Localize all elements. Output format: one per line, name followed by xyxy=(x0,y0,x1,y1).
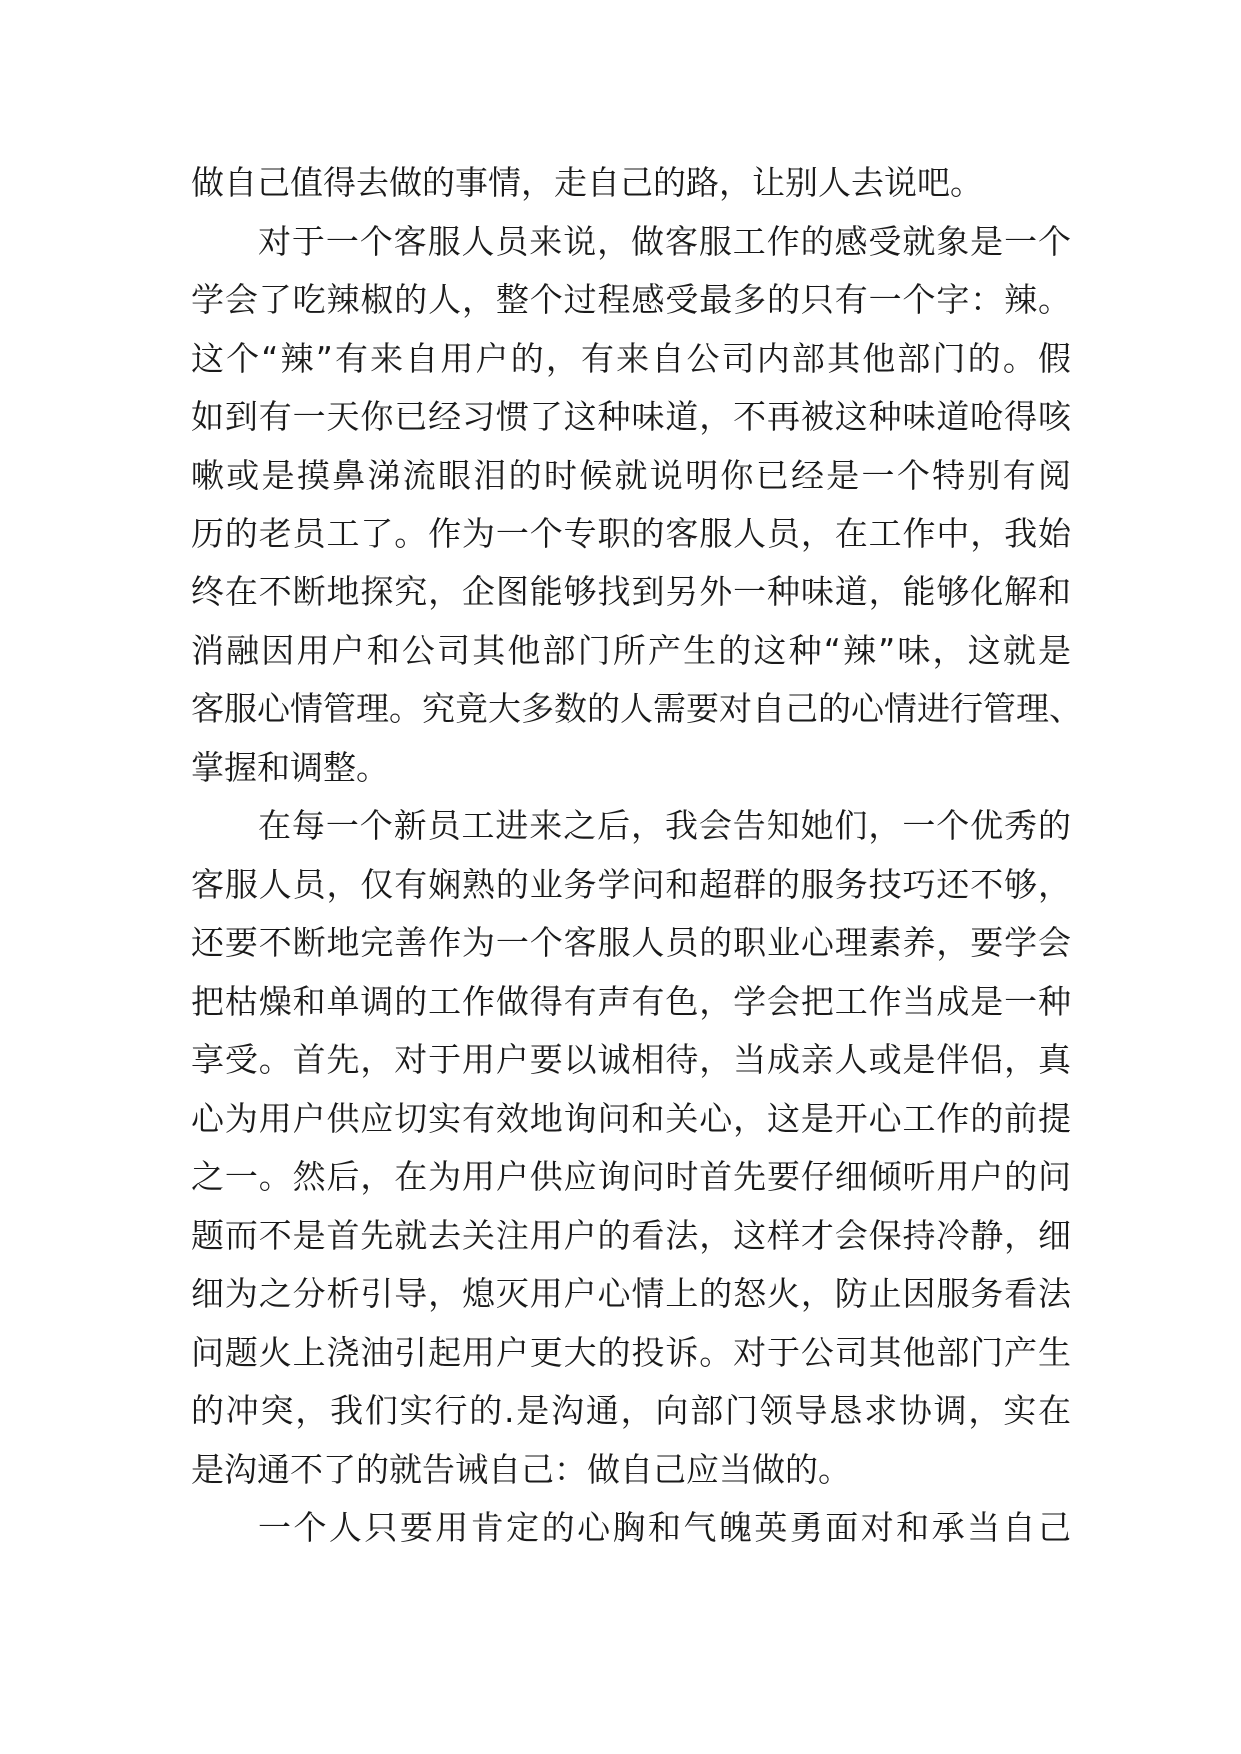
text-line: 把枯燥和单调的工作做得有声有色，学会把工作当成是一种 xyxy=(191,982,1071,1021)
text-line: 学会了吃辣椒的人，整个过程感受最多的只有一个字：辣。 xyxy=(191,280,1071,319)
text-line: 消融因用户和公司其他部门所产生的这种“辣”味，这就是 xyxy=(191,631,1071,670)
text-line: 心为用户供应切实有效地询问和关心，这是开心工作的前提 xyxy=(191,1099,1071,1138)
text-line: 在每一个新员工进来之后，我会告知她们，一个优秀的 xyxy=(258,806,1071,845)
text-line: 如到有一天你已经习惯了这种味道，不再被这种味道呛得咳 xyxy=(191,397,1071,436)
text-line: 的冲突，我们实行的.是沟通，向部门领导恳求协调，实在 xyxy=(191,1391,1071,1430)
text-line: 问题火上浇油引起用户更大的投诉。对于公司其他部门产生 xyxy=(191,1333,1071,1372)
text-line: 客服心情管理。究竟大多数的人需要对自己的心情进行管理、 xyxy=(191,689,1082,728)
text-line: 历的老员工了。作为一个专职的客服人员，在工作中，我始 xyxy=(191,514,1071,553)
text-line: 是沟通不了的就告诫自己：做自己应当做的。 xyxy=(191,1450,851,1489)
text-line: 之一。然后，在为用户供应询问时首先要仔细倾听用户的问 xyxy=(191,1157,1071,1196)
text-line: 客服人员，仅有娴熟的业务学问和超群的服务技巧还不够， xyxy=(191,865,1071,904)
text-line: 享受。首先，对于用户要以诚相待，当成亲人或是伴侣，真 xyxy=(191,1040,1071,1079)
text-line: 这个“辣”有来自用户的，有来自公司内部其他部门的。假 xyxy=(191,339,1071,378)
text-line: 嗽或是摸鼻涕流眼泪的时候就说明你已经是一个特别有阅 xyxy=(191,456,1071,495)
text-line: 还要不断地完善作为一个客服人员的职业心理素养，要学会 xyxy=(191,923,1071,962)
text-line: 做自己值得去做的事情，走自己的路，让别人去说吧。 xyxy=(191,163,983,202)
text-line: 掌握和调整。 xyxy=(191,748,389,787)
text-line: 一个人只要用肯定的心胸和气魄英勇面对和承当自己 xyxy=(258,1508,1071,1547)
text-line: 题而不是首先就去关注用户的看法，这样才会保持冷静，细 xyxy=(191,1216,1071,1255)
text-line: 细为之分析引导，熄灭用户心情上的怒火，防止因服务看法 xyxy=(191,1274,1071,1313)
text-line: 终在不断地探究，企图能够找到另外一种味道，能够化解和 xyxy=(191,572,1071,611)
text-line: 对于一个客服人员来说，做客服工作的感受就象是一个 xyxy=(258,222,1071,261)
